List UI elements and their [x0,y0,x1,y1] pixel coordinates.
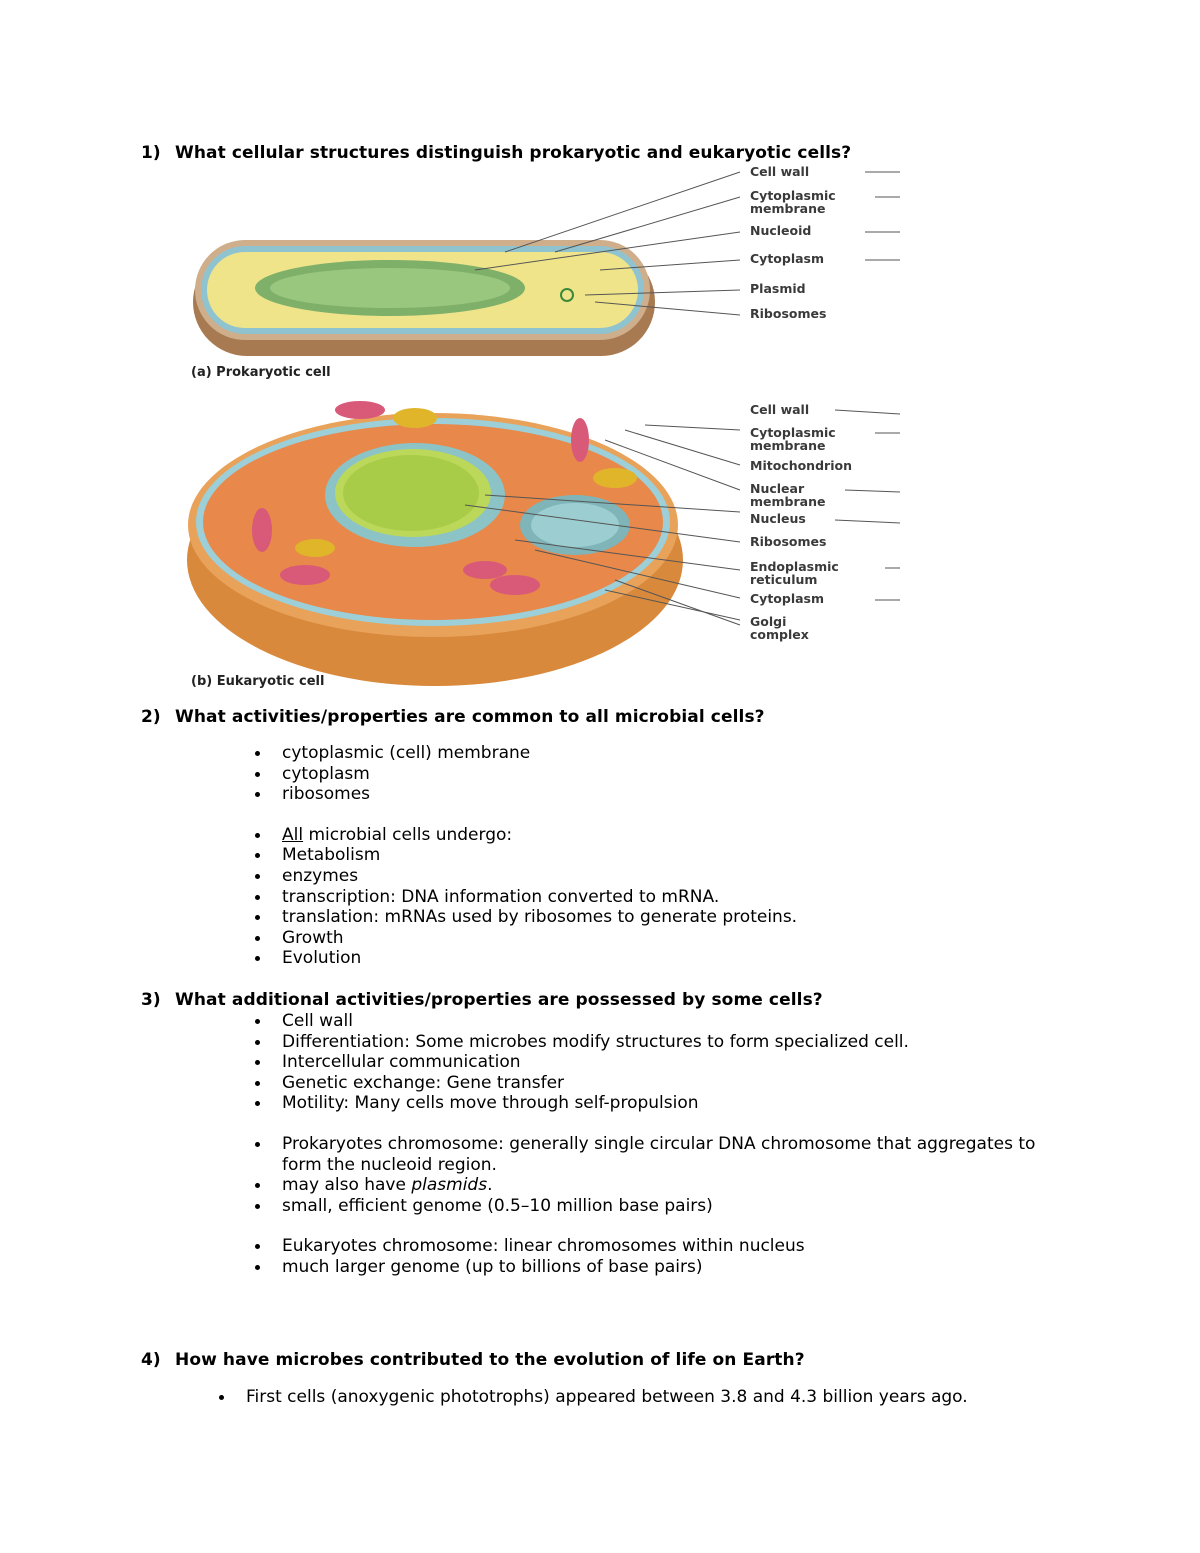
question-2-heading [141,707,765,727]
q3-bullet-list [282,1011,1072,1278]
list-item: Differentiation: Some microbes modify structures to form specialized cell. [282,1032,1072,1053]
list-item: Evolution [282,948,797,969]
question-number: 3) [141,990,161,1010]
question-number: 2) [141,707,161,727]
list-item: Growth [282,928,797,949]
eukaryotic-caption: (b) Eukaryotic cell [191,674,325,689]
label-nuclear-membrane: membrane [750,494,826,509]
list-item: First cells (anoxygenic phototrophs) appeared between 3.8 and 4.3 billion years ago. [246,1387,968,1407]
list-item: Genetic exchange: Gene transfer [282,1073,1072,1094]
cell-diagram-figure [185,160,905,690]
label-nucleoid: Nucleoid [750,223,812,238]
label-nucleus: Nucleus [750,511,806,526]
label-golgi: Golgi [750,614,787,629]
list-item: Prokaryotes chromosome: generally single circular DNA chromosome that aggregates to form the nucleoid region. [282,1134,1072,1175]
label-euk-cytoplasm: Cytoplasm [750,591,825,606]
label-complex: complex [750,627,809,642]
label-membrane: membrane [750,201,826,216]
label-reticulum: reticulum [750,572,818,587]
list-item: small, efficient genome (0.5–10 million base pairs) [282,1196,1072,1217]
label-cytoplasmic: Cytoplasmic [750,188,836,203]
emphasis-all: All [282,824,304,845]
label-plasmid: Plasmid [750,281,806,296]
list-item: ribosomes [282,784,797,805]
q2-bullet-list [282,743,797,969]
label-ribosomes: Ribosomes [750,306,827,321]
label-nuclear: Nuclear [750,481,805,496]
list-item [282,825,797,846]
label-euk-cell-wall: Cell wall [750,402,810,417]
question-text: What activities/properties are common to all microbial cells? [175,707,765,727]
label-cell-wall: Cell wall [750,164,810,179]
list-item-text: microbial cells undergo: [303,824,513,845]
label-cytoplasm: Cytoplasm [750,251,825,266]
list-item-text: . [487,1175,493,1196]
question-number: 1) [141,143,161,163]
list-item: cytoplasmic (cell) membrane [282,743,797,764]
list-item: Eukaryotes chromosome: linear chromosomes within nucleus [282,1236,1072,1257]
list-item: transcription: DNA information converted to mRNA. [282,887,797,908]
list-item: Intercellular communication [282,1052,1072,1073]
q4-bullet-list [246,1387,968,1408]
question-text: What additional activities/properties are possessed by some cells? [175,990,823,1010]
list-item: cytoplasm [282,764,797,785]
list-item-text: may also have [282,1175,412,1196]
list-item: Metabolism [282,845,797,866]
question-4-heading [141,1350,805,1370]
list-item: Cell wall [282,1011,1072,1032]
list-item: Motility: Many cells move through self-propulsion [282,1093,1072,1114]
eukaryotic-cell-illustration [187,401,683,686]
list-item: translation: mRNAs used by ribosomes to generate proteins. [282,907,798,928]
question-text: What cellular structures distinguish prokaryotic and eukaryotic cells? [175,143,852,163]
question-number: 4) [141,1350,161,1370]
emphasis-plasmids: plasmids [411,1175,488,1196]
list-item: much larger genome (up to billions of base pairs) [282,1257,1072,1278]
question-3-heading [141,990,823,1010]
label-euk-cytoplasmic: Cytoplasmic [750,425,836,440]
prokaryotic-cell-illustration [193,240,655,356]
label-euk-ribosomes: Ribosomes [750,534,827,549]
label-euk-membrane: membrane [750,438,826,453]
label-endoplasmic: Endoplasmic [750,559,839,574]
question-text: How have microbes contributed to the evolution of life on Earth? [175,1350,805,1370]
label-mitochondrion: Mitochondrion [750,458,852,473]
list-item: enzymes [282,866,797,887]
list-item [282,1175,1072,1196]
prokaryotic-caption: (a) Prokaryotic cell [191,365,331,380]
